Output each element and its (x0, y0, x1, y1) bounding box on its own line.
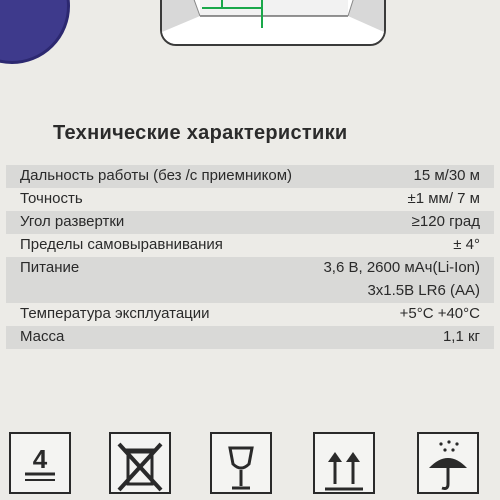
spec-row-scan-angle (6, 211, 494, 234)
do-not-dispose-icon (109, 432, 171, 494)
page-title: Технические характеристики (53, 122, 348, 144)
fragile-glass-icon (210, 432, 272, 494)
spec-label: Пределы самовыравнивания (20, 236, 223, 253)
specs-table (6, 165, 494, 349)
spec-label: Дальность работы (без /с приемником) (20, 167, 293, 184)
spec-row-self-leveling (6, 234, 494, 257)
spec-label: Питание (20, 259, 80, 276)
spec-row-weight (6, 326, 494, 349)
packaging-icons (0, 432, 500, 500)
spec-value: +5°C +40°C (399, 305, 480, 322)
this-way-up-icon (313, 432, 375, 494)
stack-limit-icon (9, 432, 71, 494)
keep-dry-umbrella-icon (417, 432, 479, 494)
spec-value: ± 4° (453, 236, 480, 253)
spec-value: 3,6 В, 2600 мАч(Li-Ion) (323, 259, 480, 276)
spec-label: Температура эксплуатации (20, 305, 210, 322)
spec-row-accuracy (6, 188, 494, 211)
spec-value: ±1 мм/ 7 м (407, 190, 480, 207)
stack-limit-number: 4 (32, 444, 48, 474)
spec-row-power (6, 257, 494, 303)
spec-label: Угол развертки (20, 213, 125, 230)
spec-value-secondary: 3x1.5В LR6 (AA) (367, 282, 480, 299)
spec-value: 15 м/30 м (413, 167, 480, 184)
logo-badge (0, 0, 70, 64)
spec-value: ≥120 град (411, 213, 480, 230)
spec-label: Масса (20, 328, 65, 345)
spec-label: Точность (20, 190, 83, 207)
spec-row-range (6, 165, 494, 188)
product-illustration (160, 0, 386, 46)
spec-value: 1,1 кг (442, 328, 480, 345)
spec-row-temperature (6, 303, 494, 326)
